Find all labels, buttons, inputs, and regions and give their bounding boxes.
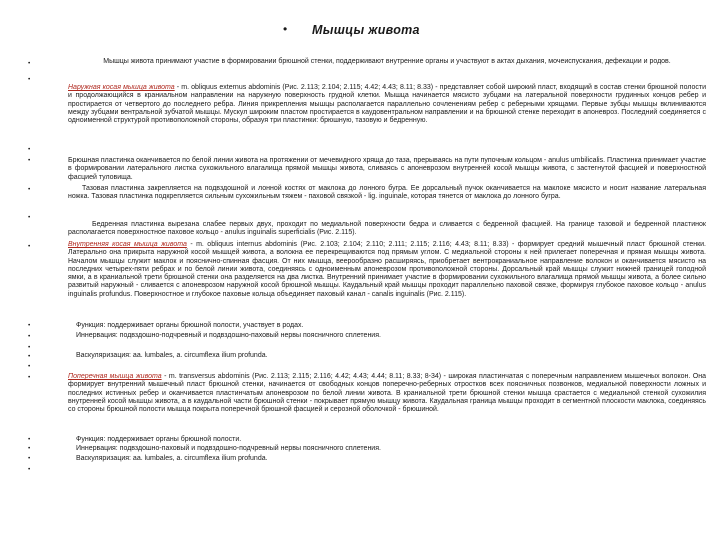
title-row [0,22,720,42]
vascular-line-2: Васкуляризация: aa. lumbales, a. circumflexa ilium profunda. [76,455,268,462]
transverse-heading: Поперечная мышца живота [68,373,162,380]
title-bullet: • [283,22,288,36]
innervation-line-2: Иннервация: подвздошно-паховый и подвздошно-подчревный нервы поясничного сплетения. [76,445,381,452]
bullet-marker: • [28,353,31,360]
bullet-marker: • [28,157,31,164]
pelvic-plate-paragraph: Тазовая пластинка закрепляется на подвздошной и лонной костях от маклока до лонного бугра. Ее дорсальный пучок оканчивается на маклоке мясисто и носит название латеральная ножка. Тазовая пластинка подкрепляется сильным сухожильным тяжем - паховой связкой - lig. inguinale, которая тянется от маклока до лонного бугра. [68,185,706,201]
bullet-marker: • [28,186,31,193]
abdominal-plate-paragraph: Брюшная пластинка оканчивается по белой линии живота на протяжении от мечевидного хряща до таза, прерываясь на пути пупочным кольцом - anulus umbilicalis. Пластинка принимает участие в формировании латерального листка сухожильного влагалища прямой мышцы живота, сливаясь с апоневрозом внутренней косой мышцы живота, с застегнутой фасцией и поверхностной фасцией туловища. [68,157,706,181]
external-oblique-text: - m. obliquus externus abdominis (Рис. 2.113; 2.104; 2.115; 4.42; 4.43; 8.11; 8.33) - представляет собой широкий пласт, входящий в состав стенки брюшной полости и продолжающийся в краниальном направлении на наружную поверхность грудной клетки. Мышца начинается мясисто зубцами на латеральной поверхности грудинных концов ребер и простирается от четвертого до последнего ребра. Линия прикрепления мышцы располагается параллельно сочленениям ребер с реберными хрящами. Первые зубцы мышцы вклиниваются между зубцами вентральной зубчатой мышцы. Мускул широким пластом простирается в каудовентральном направлении и на брюшной стенке переходит в апоневроз. Последний соединяется с одноименной структурой противоположной стороны, образуя три пластинки: брюшную, тазовую и бедренную. [68,84,707,125]
function-line-1: Функция: поддерживает органы брюшной полости, участвует в родах. [76,322,304,329]
bullet-marker: • [28,363,31,370]
external-oblique-heading: Наружная косая мышца живота [68,84,175,91]
bullet-marker: • [28,333,31,340]
transverse-text: - m. transversus abdominis (Рис. 2.113; 2.115; 2.116; 4.42; 4.43; 4.44; 8.11; 8.33; 8-34) - широкая пластинчатая с поперечным направлением мышечных волокон. Она формирует внутренний мышечный пласт брюшной стенки, начинается от свободных концов поперечно-реберных отростков всех поясничных позвонков, медиальной поверхности ложных и последних истинных ребер и оканчивается пластинчатым апоневрозом по белой линии живота. В краниальной трети брюшной стенки мышца срастается с медиальной стенкой сухожилия внутренней косой мышцы живота, а в каудальной части брюшной стенки - покрывает прямую мышцу живота. Каудальная граница мышцы проходит в сегментной плоскости маклока, соединяясь со стороны брюшной полости мышца покрыта поперечной брюшной фасцией и серозной оболочкой - брюшиной. [68,373,706,414]
bullet-marker: • [28,60,31,67]
bullet-marker: • [28,445,31,452]
internal-oblique-heading: Внутренняя косая мышца живота [68,241,187,248]
page-title: Мышцы живота [312,23,420,37]
bullet-marker: • [28,76,31,83]
bullet-marker: • [28,243,31,250]
intro-paragraph: Мышцы живота принимают участие в формировании брюшной стенки, поддерживают внутренние органы и участвуют в актах дыхания, мочеиспускания, дефекации и родов. [103,58,671,65]
bullet-marker: • [28,466,31,473]
innervation-line-1: Иннервация: подвздошно-подчревный и подвздошно-паховый нервы поясничного сплетения. [76,332,381,339]
bullet-marker: • [28,374,31,381]
function-line-2: Функция: поддерживает органы брюшной полости. [76,436,242,443]
external-oblique-paragraph [68,84,706,125]
femoral-plate-paragraph: Бедренная пластинка вырезана слабее первых двух, проходит по медиальной поверхности бедра и сливается с бедренной фасцией. На границе тазовой и бедренной пластинок располагается поверхностное паховое кольцо - anulus inguinalis superficialis (Рис. 2.115). [68,221,706,237]
transverse-paragraph [68,373,706,414]
bullet-marker: • [28,436,31,443]
bullet-marker: • [28,146,31,153]
bullet-marker: • [28,322,31,329]
bullet-marker: • [28,455,31,462]
vascular-line-1: Васкуляризация: aa. lumbales, a. circumflexa ilium profunda. [76,352,268,359]
bullet-marker: • [28,344,31,351]
internal-oblique-text: - m. obliquus internus abdominis (Рис. 2.103; 2.104; 2.110; 2.111; 2.115; 2.116; 4.43; 8.11; 8.33) - формирует средний мышечный пласт брюшной стенки. Латерально она прикрыта наружной косой мышцей живота, а волокна ее перекрещиваются под прямым углом. С медиальной стороны к ней прилегает поперечная и прямая мышцы живота. Началом мышцы служит маклок и пояснично-спинная фасция. От них мышца, веерообразно расширяясь, приобретает вентрокраниальное направление волокон и оканчивается мясисто на последних четырех-пяти ребрах и по белой линии живота, соединяясь с одноименным апоневрозом противоположной стороны. Дорсальный край мышцы служит нижней границей голодной ямки, а в краниальной трети брюшной стенки она разделяется на два листка. Внутренний принимает участие в формировании сухожильного влагалища прямой мышцы живота, а более сильно развитый наружный - сливается с апоневрозом наружной косой брюшной мышцы. Каудальный край мышцы проходит параллельно паховой связке, формируя глубокое паховое кольцо - anulus inguinalis profundus. Поверхностное и глубокое паховые кольца объединяет паховый канал - canalis inguinalis (Рис. 2.115). [68,241,706,298]
bullet-marker: • [28,214,31,221]
internal-oblique-paragraph [68,241,706,299]
